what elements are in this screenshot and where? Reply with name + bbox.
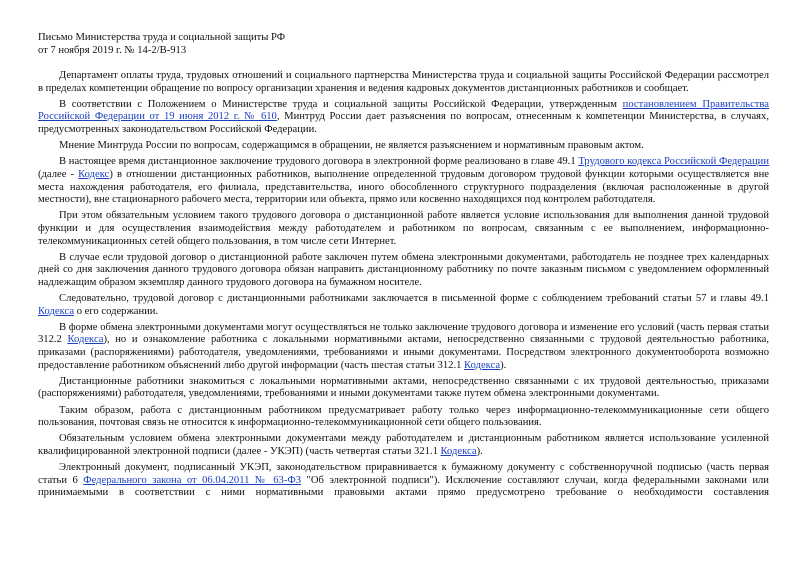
- title-line-1: Письмо Министерства труда и социальной защиты РФ: [38, 32, 286, 43]
- paragraph-10: Таким образом, работа с дистанционным работником предусматривает работу только через информационно-телекоммуникационные сети общего пользования, почтовая связь не относится к информационно-телекоммуникационной сети общего пользования.: [38, 404, 769, 429]
- link-code[interactable]: Кодекс: [78, 168, 110, 180]
- paragraph-11-text-b: ).: [476, 445, 483, 457]
- paragraph-8-text-c: ).: [500, 359, 507, 371]
- link-code[interactable]: Кодекса: [464, 359, 501, 371]
- paragraph-2: [38, 99, 769, 137]
- link-labor-code[interactable]: Трудового кодекса Российской Федерации: [578, 156, 770, 168]
- paragraph-12: [38, 462, 769, 500]
- paragraph-8-text-a: В форме обмена электронными документами могут осуществляться не только заключение трудового договора и изменение его условий (часть первая статьи 312.2: [38, 321, 769, 346]
- paragraph-6: В случае если трудовой договор о дистанционной работе заключен путем обмена электронными документами, работодатель не позднее трех календарных дней со дня заключения данного трудового договора обязан направить дистанционному работнику по почте заказным письмом с уведомлением оформленный надлежащим образом экземпляр данного трудового договора на бумажном носителе.: [38, 251, 769, 288]
- link-code[interactable]: Кодекса: [67, 334, 104, 346]
- paragraph-2-text-b: , Минтруд России дает разъяснения по вопросам, отнесенным к компетенции Министерства, в случаях, предусмотренных законодательством Российской Федерации.: [38, 111, 769, 135]
- paragraph-7-text-b: о его содержании.: [74, 305, 159, 317]
- paragraph-4: [38, 156, 769, 206]
- paragraph-11-text-a: Обязательным условием обмена электронными документами между работодателем и дистанционным работником является использование усиленной квалифицированной электронной подписи (далее - УКЭП) (часть четвертая статьи 321.1: [38, 433, 769, 457]
- paragraph-4-text-a: В настоящее время дистанционное заключение трудового договора в электронной форме реализовано в главе 49.1: [59, 156, 579, 168]
- paragraph-4-text-c: ) в отношении дистанционных работников, выполнение определенной трудовым договором трудовой функции которыми осуществляется вне места нахождения работодателя, его филиала, представительства, иного обособленного структурного подразделения (включая расположенные в другой местности), вне стационарного рабочего места, территории или объекта, прямо или косвенно находящихся под контролем работодателя.: [38, 168, 769, 206]
- paragraph-11: [38, 433, 769, 458]
- paragraph-9: Дистанционные работники знакомиться с локальными нормативными актами, непосредственно связанными с их трудовой деятельностью, приказами (распоряжениями) работодателя, уведомлениями, требованиями и иными документами также путем обмена электронными документами.: [38, 375, 769, 400]
- paragraph-12-text-b: "Об электронной подписи"). Исключение составляют случаи, когда федеральными законами или принимаемыми в соответствии с ними нормативными правовыми актами прямо предусмотрено требование о необходимости составления: [38, 474, 769, 499]
- paragraph-7: [38, 293, 769, 318]
- paragraph-8-text-b: ), но и ознакомление работника с локальными нормативными актами, непосредственно связанными с трудовой деятельностью работника, приказами (распоряжениями) работодателя, уведомлениями, требованиями и иными документами. Посредством электронного документооборота возможно предоставление работником объяснений либо другой информации (часть шестая статьи 312.1: [38, 334, 769, 371]
- paragraph-3: Мнение Минтруда России по вопросам, содержащимся в обращении, не является разъяснением и нормативным правовым актом.: [59, 140, 644, 152]
- paragraph-2-text-a: В соответствии с Положением о Министерстве труда и социальной защиты Российской Федерации, утвержденным: [59, 98, 623, 110]
- paragraph-5: При этом обязательным условием такого трудового договора о дистанционной работе является условие использования для выполнения данной трудовой функции и для осуществления взаимодействия между работодателем и работником по вопросам, связанным с ее выполнением, информационно-телекоммуникационных сетей общего пользования, в том числе сети Интернет.: [38, 210, 769, 247]
- paragraph-7-text-a: Следовательно, трудовой договор с дистанционными работниками заключается в письменной форме с соблюдением требований статьи 57 и главы 49.1: [59, 293, 769, 305]
- paragraph-4-text-b: (далее -: [38, 168, 79, 180]
- link-code[interactable]: Кодекса: [440, 445, 477, 457]
- link-code[interactable]: Кодекса: [38, 305, 75, 317]
- link-federal-law-63fz[interactable]: Федерального закона от 06.04.2011 № 63-ФЗ: [83, 474, 302, 486]
- paragraph-8: [38, 322, 769, 372]
- link-government-decree-610[interactable]: постановлением Правительства Российской Федерации от 19 июня 2012 г. № 610: [38, 98, 769, 123]
- paragraph-1: Департамент оплаты труда, трудовых отношений и социального партнерства Министерства труда и социальной защиты Российской Федерации рассмотрел в пределах компетенции обращение по вопросу организации хранения и ведения кадровых документов дистанционных работников и сообщает.: [38, 70, 769, 94]
- paragraph-12-text-a: Электронный документ, подписанный УКЭП, законодательством приравнивается к бумажному документу с собственноручной подписью (часть первая статьи 6: [38, 462, 769, 486]
- document-title: [38, 31, 769, 57]
- title-line-2: от 7 ноября 2019 г. № 14-2/В-913: [38, 45, 187, 56]
